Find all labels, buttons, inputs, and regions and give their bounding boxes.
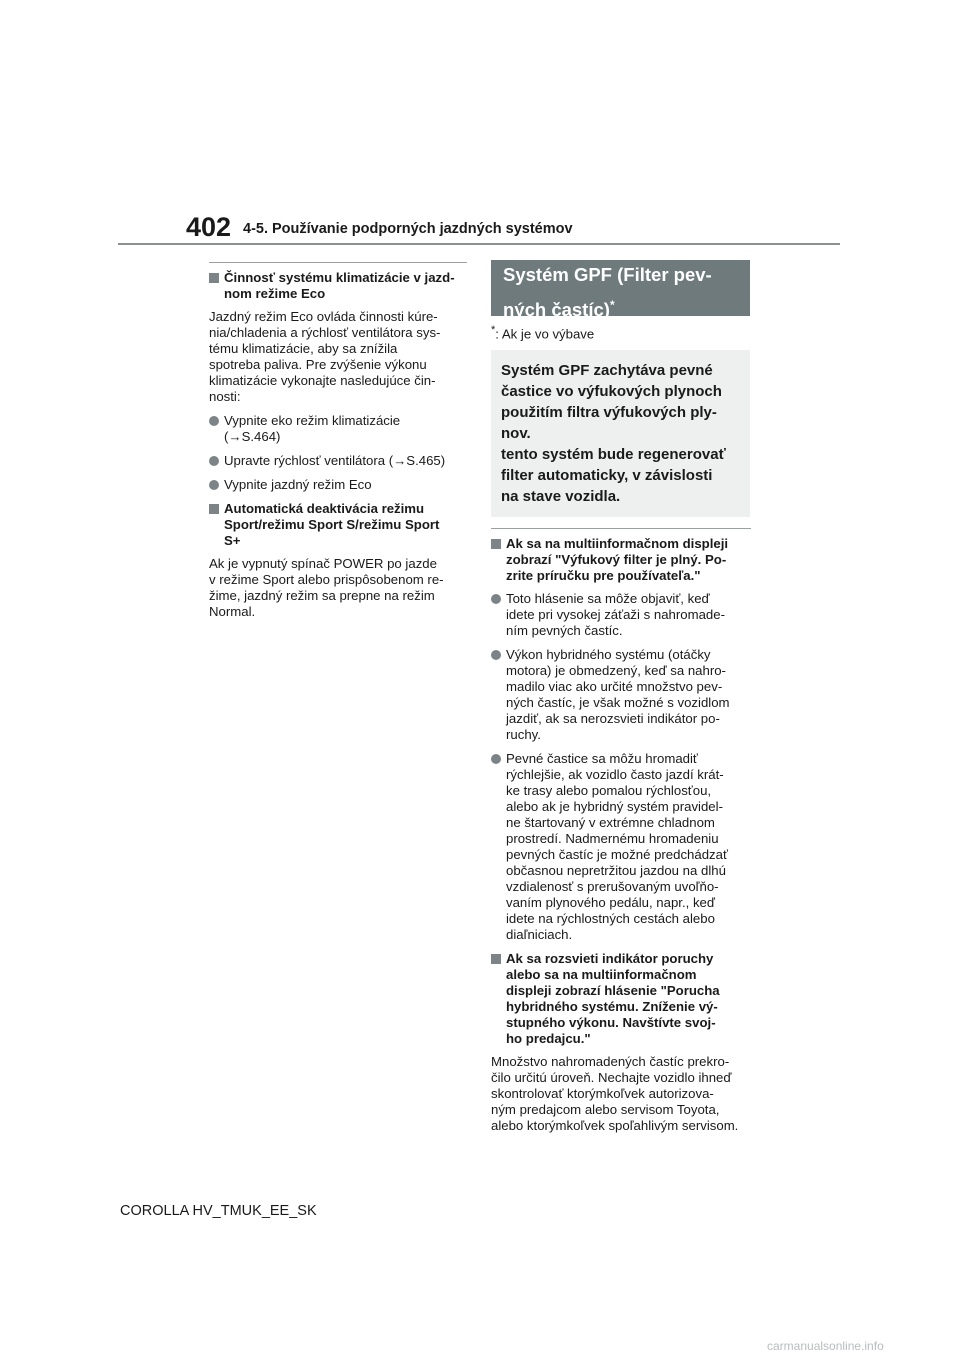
- list-item: [491, 647, 751, 743]
- paragraph-malfunction: Množstvo nahromadených častíc prekro- čilo určitú úroveň. Nechajte vozidlo ihneď skontrolovať ktorýmkoľvek autorizova- ným predajcom alebo servisom Toyota, alebo ktorýmkoľvek spoľahlivým servisom.: [491, 1054, 739, 1134]
- banner-title: Systém GPF (Filter pev- ných častíc): [503, 264, 712, 321]
- section-heading-filter-full: [491, 528, 751, 584]
- section-heading-malfunction: [491, 951, 751, 1047]
- left-column: [209, 262, 467, 628]
- paragraph-sport-deactivation: Ak je vypnutý spínač POWER po jazde v režime Sport alebo prispôsobenom re- žime, jazdný režim sa prepne na režim Normal.: [209, 556, 444, 619]
- list-item: [209, 477, 467, 493]
- banner-footnote-mark: *: [609, 298, 615, 312]
- round-bullet-icon: [491, 754, 501, 764]
- page-number: 402: [186, 212, 232, 242]
- footnote-mark: *: [491, 324, 496, 336]
- list-item-text: Toto hlásenie sa môže objaviť, keď idete pri vysokej záťaži s nahromade- ním pevných častíc.: [506, 591, 725, 639]
- square-bullet-icon: [491, 954, 501, 964]
- heading-text: Ak sa rozsvieti indikátor poruchy alebo sa na multiinformačnom displeji zobrazí hlásenie "Porucha hybridného systému. Zníženie vý- stupného výkonu. Navštívte svoj- ho predajcu.": [506, 951, 720, 1047]
- list-item: [209, 453, 467, 469]
- round-bullet-icon: [209, 480, 219, 490]
- square-bullet-icon: [209, 504, 219, 514]
- list-item-text: Pevné častice sa môžu hromadiť rýchlejšie, ak vozidlo často jazdí krát- ke trasy alebo pomalou rýchlosťou, alebo ak je hybridný systém pravidel- ne štartovaný v extrémne chladnom prostredí. Nadmernému hromadeniu pevných častíc je možné predchádzať občasnou nepretržitou jazdou na dlhú vzdialenosť s prerušovaným uvoľňo- vaním plynového pedálu, napr., keď idete na rýchlostných cestách alebo diaľniciach.: [506, 751, 728, 943]
- section-heading-sport-deactivation: [209, 501, 467, 549]
- list-item: [491, 751, 751, 943]
- list-item-text: Vypnite jazdný režim Eco: [224, 477, 372, 492]
- footnote: [491, 324, 751, 341]
- header-divider: [118, 243, 840, 245]
- heading-text: Ak sa na multiinformačnom displeji zobrazí "Výfukový filter je plný. Po- zrite príručku pre používateľa.": [506, 536, 729, 584]
- right-column: [491, 260, 751, 1142]
- heading-text: Činnosť systému klimatizácie v jazd- nom režime Eco: [224, 270, 455, 301]
- round-bullet-icon: [209, 416, 219, 426]
- list-item-text: Výkon hybridného systému (otáčky motora) je obmedzený, keď sa nahro- madilo viac ako určité množstvo pev- ných častíc, je však možné s vozidlom jazdiť, ak sa nerozsvieti indikátor po- ruchy.: [506, 647, 730, 743]
- list-item-text: Vypnite eko režim klimatizácie (→S.464): [224, 413, 401, 444]
- model-code: COROLLA HV_TMUK_EE_SK: [120, 1203, 317, 1219]
- watermark-text: carmanualsonline.info: [767, 1339, 884, 1353]
- round-bullet-icon: [209, 456, 219, 466]
- square-bullet-icon: [209, 273, 219, 283]
- section-heading-eco-ac: [209, 262, 467, 302]
- round-bullet-icon: [491, 650, 501, 660]
- summary-box: Systém GPF zachytáva pevné častice vo výfukových plynoch použitím filtra výfukových ply- nov. tento systém bude regenerovať filter automaticky, v závislosti na stave vozidla.: [491, 350, 750, 517]
- list-item: [209, 413, 467, 445]
- round-bullet-icon: [491, 594, 501, 604]
- section-banner-gpf: [491, 260, 750, 321]
- list-item-text: Upravte rýchlosť ventilátora (→S.465): [224, 453, 446, 468]
- footnote-text: : Ak je vo výbave: [495, 326, 595, 342]
- list-item: [491, 591, 751, 639]
- heading-text: Automatická deaktivácia režimu Sport/režimu Sport S/režimu Sport S+: [224, 501, 440, 548]
- paragraph-eco-ac: Jazdný režim Eco ovláda činnosti kúre- nia/chladenia a rýchlosť ventilátora sys- tému klimatizácie, aby sa znížila spotreba paliva. Pre zvýšenie výkonu klimatizácie vykonajte nasledujúce čin- nosti:: [209, 309, 441, 404]
- square-bullet-icon: [491, 539, 501, 549]
- chapter-title: 4-5. Používanie podporných jazdných systémov: [243, 221, 573, 237]
